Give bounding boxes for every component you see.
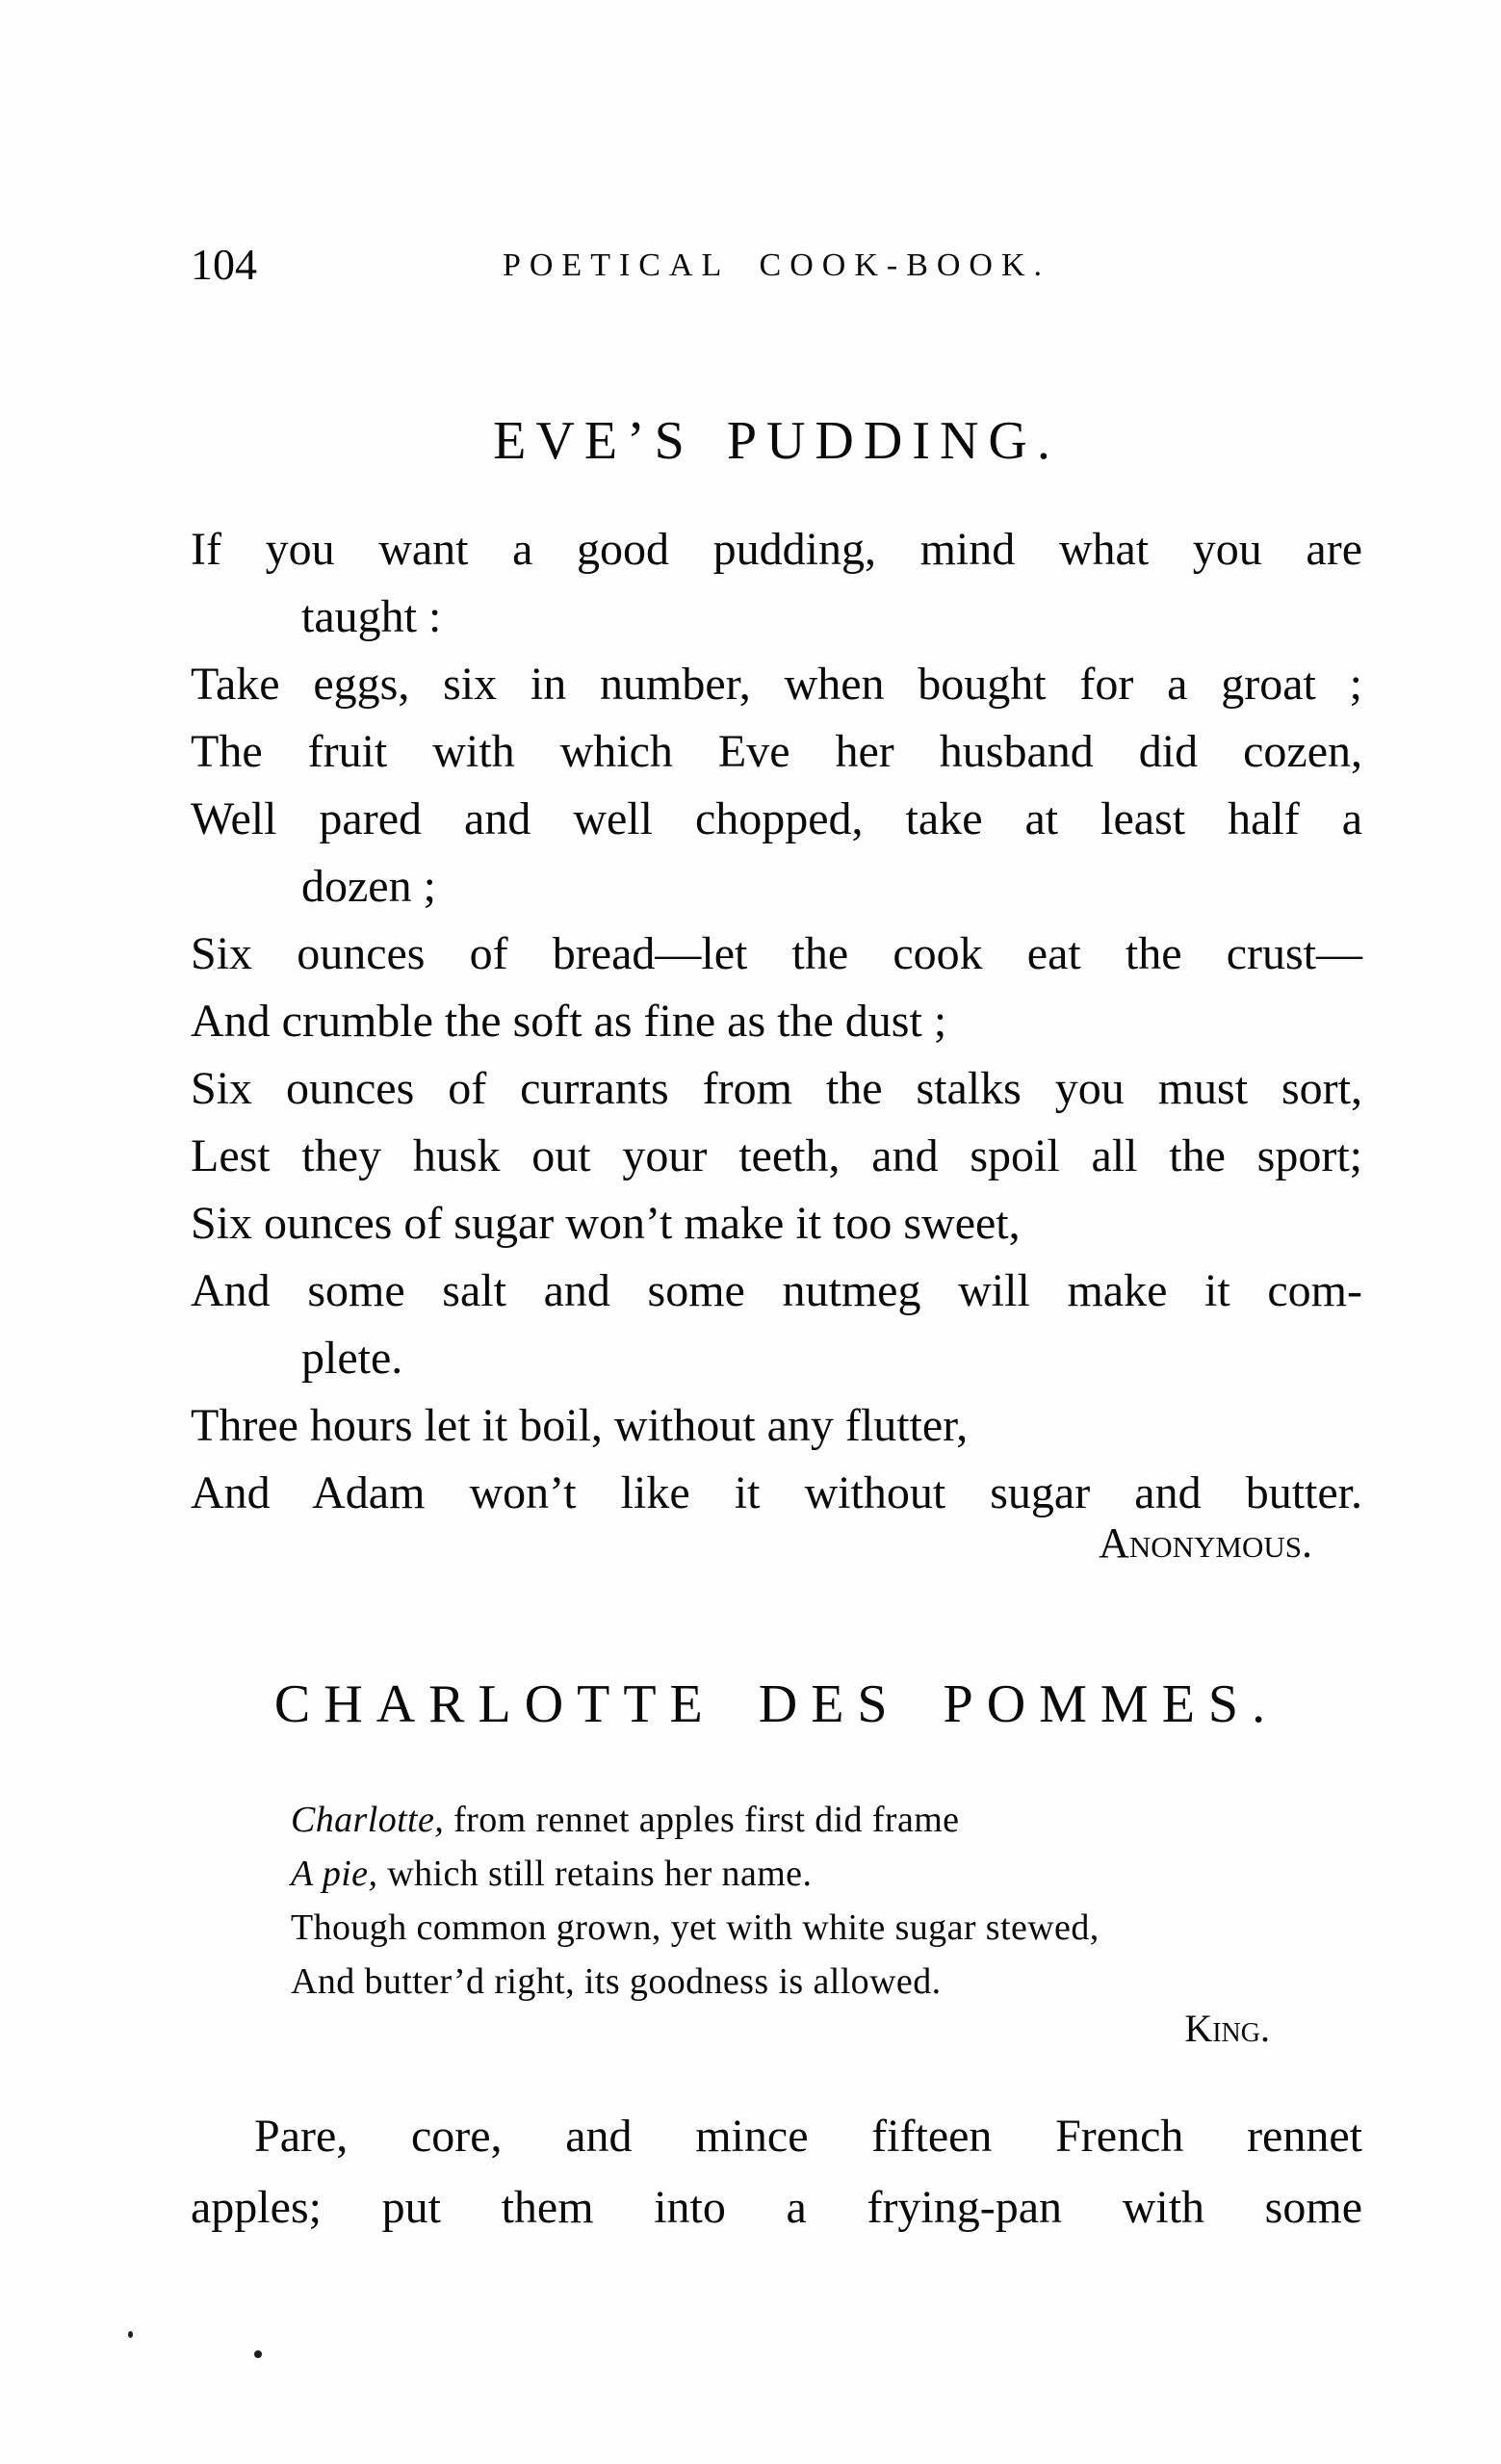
poem-line: If you want a good pudding, mind what you are [191,524,1362,575]
poem-line-continuation: plete. [301,1333,403,1384]
quote-line [291,1901,1308,1955]
epigraph-quote [291,1793,1308,2009]
poem-line: Six ounces of bread—let the cook eat the crust— [191,928,1362,979]
running-header-title: POETICAL COOK-BOOK. [502,247,1051,283]
quote-line-text: from rennet apples first did frame [444,1800,960,1840]
scan-speck [254,2350,262,2358]
poem-line-continuation: dozen ; [301,861,436,912]
section-title-eves-pudding: EVE’S PUDDING. [493,411,1060,471]
quote-line-text: which still retains her name. [377,1854,813,1894]
quote-line [291,1793,1308,1847]
paragraph-line: Pare, core, and mince fifteen French rennet [254,2111,1362,2162]
quote-line-text: Though common grown, yet with white sugar stewed, [291,1907,1100,1948]
recipe-paragraph [191,2101,1362,2244]
poem-line: And crumble the soft as fine as the dust ; [191,996,947,1047]
poem-line: And Adam won’t like it without sugar and butter. [191,1467,1362,1518]
quote-line [291,1847,1308,1901]
paragraph-line: apples; put them into a frying-pan with some [191,2182,1362,2233]
poem-line-continuation: taught : [301,591,442,642]
poem-line: The fruit with which Eve her husband did cozen, [191,726,1362,777]
quote-lead-italic: Charlotte, [291,1800,445,1840]
attribution-anonymous: Anonymous. [1099,1519,1312,1567]
page-header [191,240,1362,291]
page-number: 104 [191,240,257,289]
poem-line: And some salt and some nutmeg will make it com- [191,1265,1362,1316]
quote-lead-italic: A pie, [291,1854,378,1894]
quote-line-text: And butter’d right, its goodness is allowed. [291,1961,942,2002]
scan-speck [128,2331,133,2338]
section-title-charlotte-des-pommes: CHARLOTTE DES POMMES. [273,1674,1280,1734]
poem-line: Three hours let it boil, without any flutter, [191,1400,969,1451]
poem-line: Six ounces of currants from the stalks you must sort, [191,1063,1362,1114]
poem-line: Well pared and well chopped, take at least half a [191,793,1362,844]
poem-eves-pudding [191,516,1362,1527]
poem-line: Six ounces of sugar won’t make it too sweet, [191,1198,1021,1249]
poem-line: Lest they husk out your teeth, and spoil all the sport; [191,1130,1362,1181]
quote-line [291,1955,1308,2009]
attribution-king: King. [1184,2007,1270,2050]
poem-line: Take eggs, six in number, when bought for a groat ; [191,659,1362,710]
